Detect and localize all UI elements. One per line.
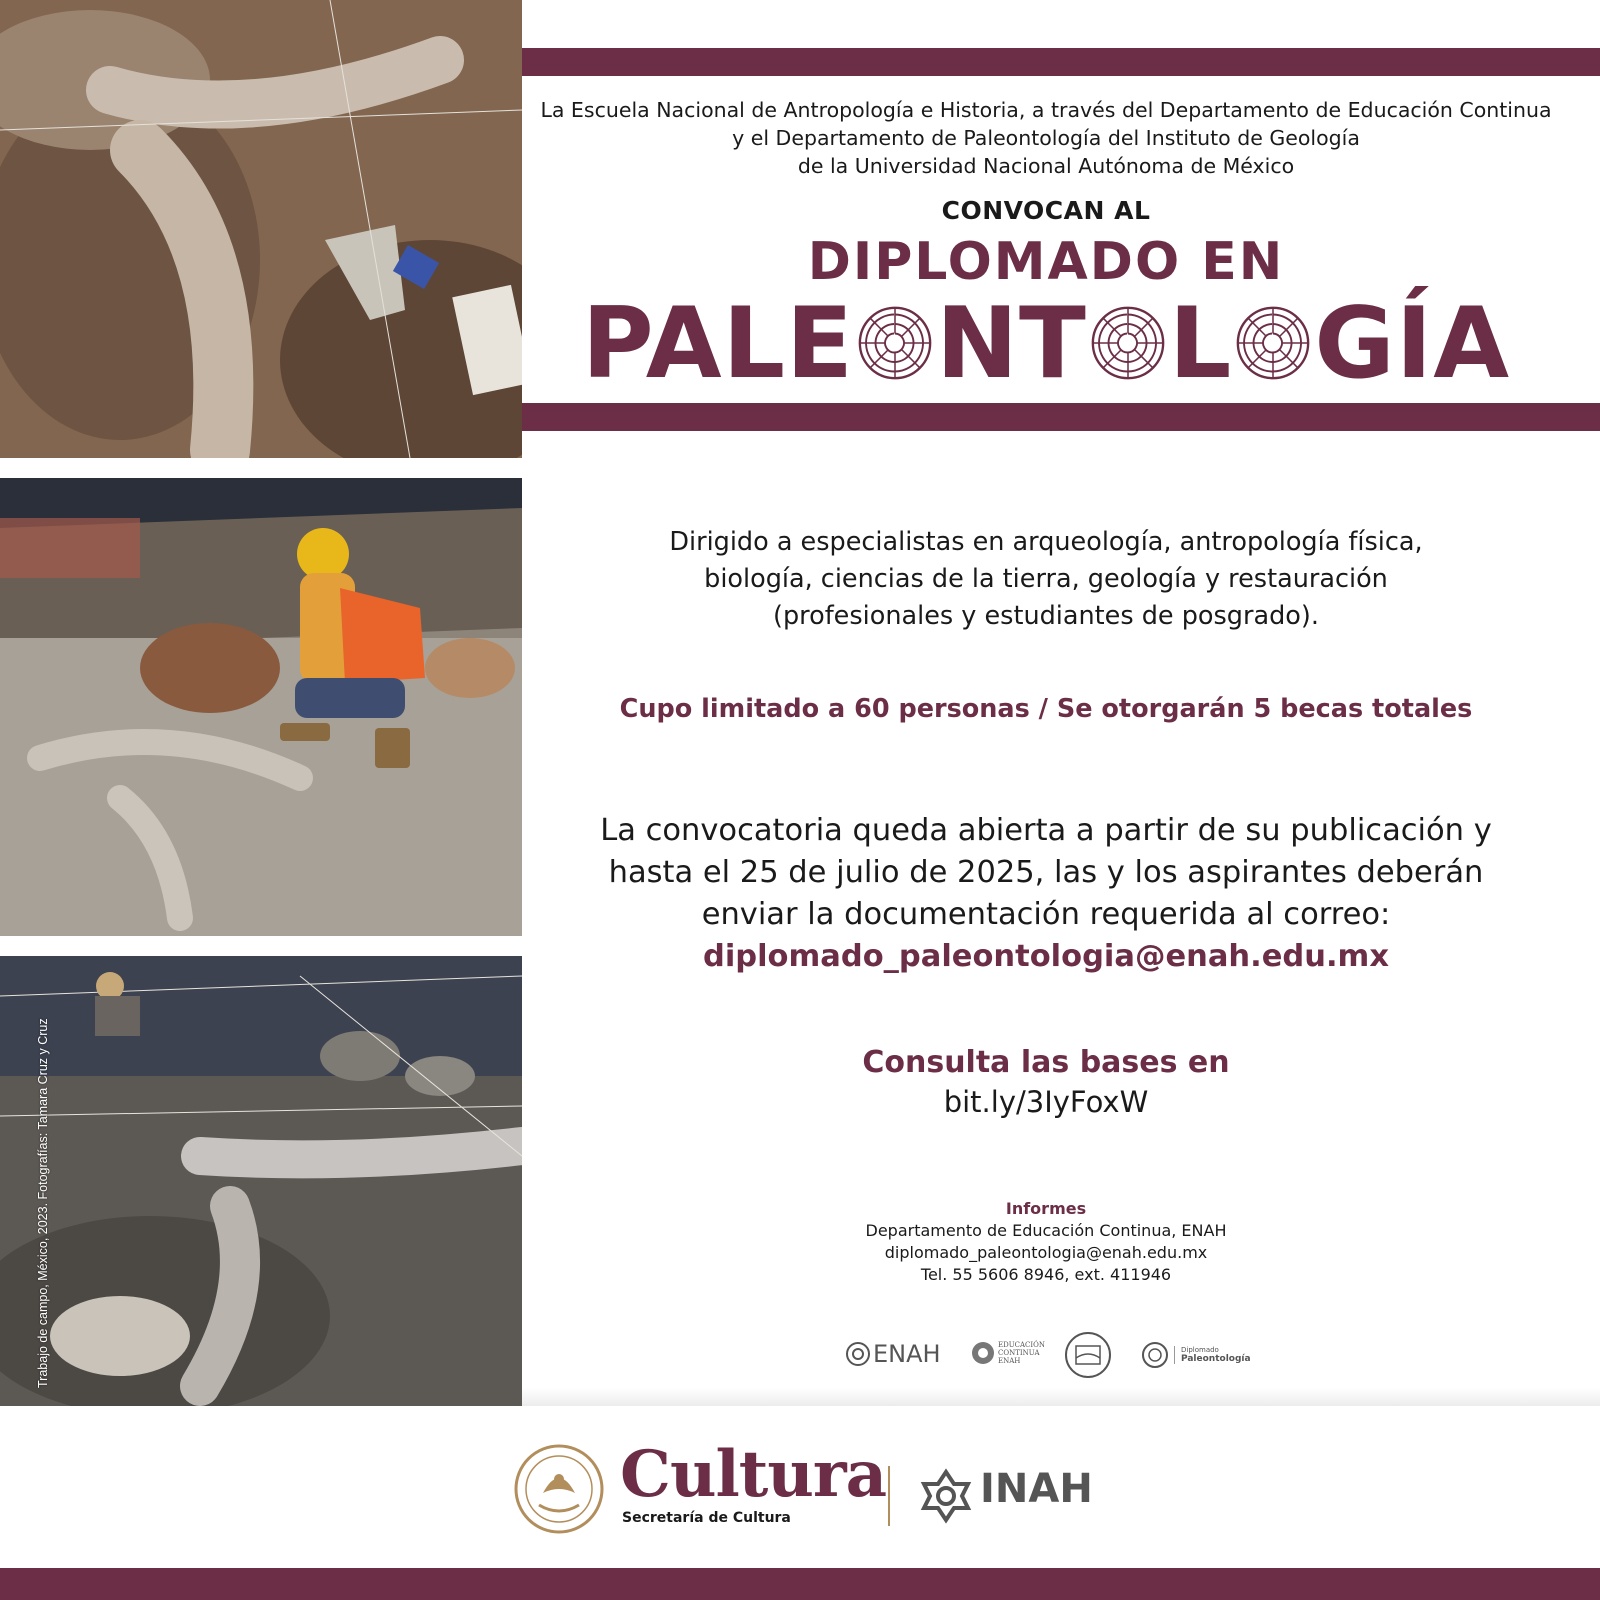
consulta-heading: Consulta las bases en xyxy=(862,1045,1230,1080)
informes-line: Departamento de Educación Continua, ENAH xyxy=(865,1221,1227,1240)
footer-divider xyxy=(888,1466,890,1526)
intro-text xyxy=(522,96,1570,180)
diplomado-heading: DIPLOMADO EN xyxy=(807,232,1285,292)
informes-email-link[interactable]: diplomado_paleontologia@enah.edu.mx xyxy=(884,1243,1208,1262)
title-part: PALE xyxy=(581,287,854,401)
audience-line: (profesionales y estudiantes de posgrado). xyxy=(773,601,1319,631)
ammonite-shell-icon xyxy=(1140,1340,1170,1370)
content-shade xyxy=(522,1388,1600,1406)
ammonite-shell-icon xyxy=(1090,294,1166,370)
unam-geologia-seal xyxy=(1063,1330,1113,1380)
mexican-coat-of-arms-seal-icon xyxy=(513,1443,605,1535)
title-part: NT xyxy=(936,287,1087,401)
educacion-continua-logo xyxy=(970,1340,1046,1366)
call-text xyxy=(522,810,1570,978)
photo-column xyxy=(0,0,522,1406)
informes-block xyxy=(522,1198,1570,1286)
informes-line: Tel. 55 5606 8946, ext. 411946 xyxy=(920,1265,1172,1284)
intro-line: y el Departamento de Paleontología del Instituto de Geología xyxy=(732,126,1360,150)
paleontologia-small-text: Paleontología xyxy=(1181,1354,1251,1364)
intro-line: La Escuela Nacional de Antropología e Historia, a través del Departamento de Educación Continua xyxy=(540,98,1552,122)
inah-emblem-icon xyxy=(916,1466,976,1526)
diplomado-paleontologia-logo xyxy=(1140,1340,1251,1370)
title-part: GÍA xyxy=(1314,287,1511,401)
secretaria-de-cultura-text: Secretaría de Cultura xyxy=(622,1510,791,1526)
enah-emblem-icon xyxy=(845,1341,871,1367)
intro-line: de la Universidad Nacional Autónoma de México xyxy=(797,154,1295,178)
photo-worker-excavation xyxy=(0,478,522,936)
call-line: enviar la documentación requerida al correo: xyxy=(701,897,1391,932)
email-link[interactable]: diplomado_paleontologia@enah.edu.mx xyxy=(702,939,1389,974)
paleontologia-title xyxy=(522,287,1570,401)
photo-credit: Trabajo de campo, México, 2023. Fotografías: Tamara Cruz y Cruz xyxy=(36,1018,50,1388)
photo-tusk-excavation xyxy=(0,0,522,458)
call-line: hasta el 25 de julio de 2025, las y los aspirantes deberán xyxy=(608,855,1484,890)
title-part: L xyxy=(1168,287,1233,401)
ammonite-shell-icon xyxy=(857,294,933,370)
diplomado-small-text: Diplomado xyxy=(1181,1346,1219,1354)
cultura-wordmark: Cultura xyxy=(620,1437,887,1512)
convocan-heading: CONVOCAN AL xyxy=(941,196,1151,225)
audience-line: Dirigido a especialistas en arqueología, antropología física, xyxy=(669,527,1423,557)
partner-logos xyxy=(845,1330,1251,1380)
educacion-continua-text: EDUCACIÓN CONTINUA ENAH xyxy=(998,1341,1046,1365)
footer-bar xyxy=(0,1568,1600,1600)
instituto-geologia-seal-icon xyxy=(1063,1330,1113,1380)
enah-logo xyxy=(845,1340,941,1368)
informes-title: Informes xyxy=(1005,1199,1087,1218)
bases-link[interactable]: bit.ly/3IyFoxW xyxy=(943,1085,1149,1119)
enah-logo-text: ENAH xyxy=(873,1340,941,1368)
audience-line: biología, ciencias de la tierra, geología y restauración xyxy=(704,564,1388,594)
header-band-bottom xyxy=(522,403,1600,431)
header-band-top xyxy=(522,48,1600,76)
diplomado-logo-text xyxy=(1174,1346,1251,1364)
educacion-continua-icon xyxy=(970,1340,996,1366)
photo-tusk-site xyxy=(0,956,522,1406)
ammonite-shell-icon xyxy=(1235,294,1311,370)
capacity-text: Cupo limitado a 60 personas / Se otorgarán 5 becas totales xyxy=(619,694,1473,724)
call-line: La convocatoria queda abierta a partir de su publicación y xyxy=(600,813,1492,848)
audience-text xyxy=(522,524,1570,635)
inah-wordmark: INAH xyxy=(980,1466,1093,1512)
